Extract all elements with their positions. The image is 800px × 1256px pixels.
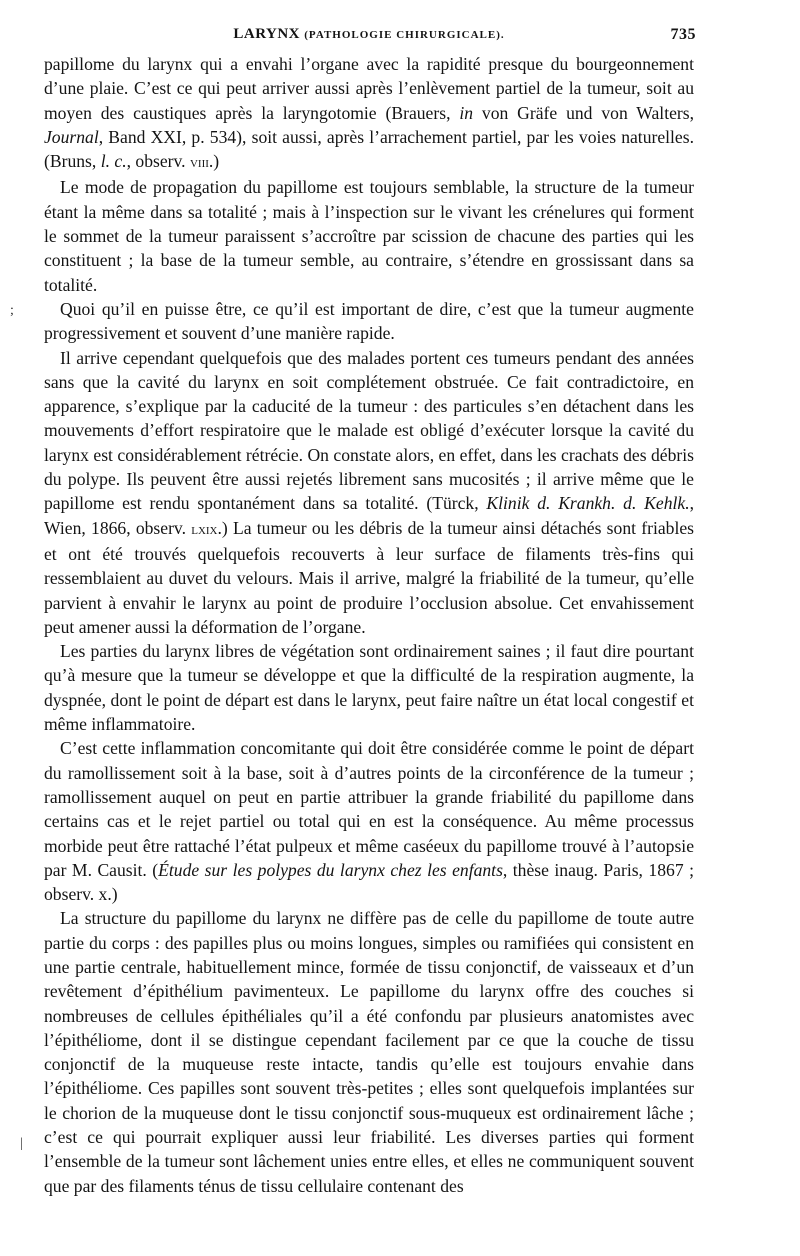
italic-text: Étude sur les polypes du larynx chez les enfants (158, 859, 503, 880)
running-header (44, 22, 694, 52)
italic-text: Journal (44, 126, 99, 147)
page-number: 735 (670, 26, 696, 43)
running-title-sub: (PATHOLOGIE CHIRURGICALE). (304, 29, 505, 41)
running-title (44, 26, 694, 43)
text-run: papillome du larynx qui a envahi l’organe avec la rapidité presque du bourgeonnement d’une plaie. C’est ce qui peut arriver aussi après l’enlèvement partiel de la tumeur, soit au moyen des caustiques après la laryngotomie (Brauers, (44, 54, 694, 123)
paragraph (44, 297, 694, 346)
text-run: Il arrive cependant quelquefois que des malades portent ces tumeurs pendant des années sans que la cavité du larynx en soit complétement obstruée. Ce fait contradictoire, en apparence, s’explique par la caducité de la tumeur : des particules s’en détachent dans les mouvements d’effort respiratoire que le malade est obligé d’exécuter lorsque la cavité du larynx est considérablement rétrécie. On constate alors, en effet, dans les crachats des débris du polype. Ils peuvent être aussi rejetés librement sans mucosités ; il arrive même que le papillome est rendu spontanément dans sa totalité. (Türck, (44, 347, 694, 514)
paragraph (44, 639, 694, 736)
roman-numeral: viii (189, 155, 209, 172)
text-run: .) (208, 151, 220, 172)
text-run: von Gräfe und von Walters, (473, 102, 694, 123)
book-page (44, 22, 694, 1198)
text-run: , observ. (126, 151, 190, 172)
text-run: Le mode de propagation du papillome est toujours semblable, la structure de la tumeur étant la même dans sa totalité ; mais à l’inspection sur le vivant les crénelures qui forment le sommet de la tumeur paraissent s’accroître par scission de chacune des parties qui les constituent ; la base de la tumeur semble, au contraire, s’étendre en grossissant dans sa totalité. (44, 177, 694, 295)
italic-text: in (459, 102, 474, 123)
italic-text: Klinik d. Krankh. d. Kehlk. (486, 493, 690, 514)
text-run: C’est cette inflammation concomitante qui doit être considérée comme le point de départ du ramollissement soit à la base, soit à d’autres points de la circonférence de la tumeur ; ramollissement auquel on peut en partie attribuer la grande friabilité du papillome dans certains cas et le rejet partiel ou total qui en est la conséquence. Au même processus morbide peut être rattaché l’état pulpeux et même caséeux du papillome trouvé à l’autopsie par M. Causit. ( (44, 738, 694, 880)
paragraph (44, 906, 694, 1198)
margin-mark: ; (10, 303, 14, 318)
text-run: Les parties du larynx libres de végétation sont ordinairement saines ; il faut dire pourtant qu’à mesure que la tumeur se développe et que la difficulté de la respiration augmente, la dyspnée, dont le point de départ est dans le larynx, peut faire naître un état local congestif et même inflammatoire. (44, 641, 694, 735)
roman-numeral: lxix (191, 521, 218, 538)
paragraph (44, 175, 694, 296)
text-run: .) La tumeur ou les débris de la tumeur ainsi détachés sont friables et ont été trouvés quelquefois recouverts à leur surface de filaments très-fins qui ressemblaient au duvet du velours. Mais il arrive, malgré la friabilité de la tumeur, qu’elle parvient à envahir le larynx au point de produire l’occlusion absolue. Cet envahissement peut amener aussi la déformation de l’organe. (44, 517, 694, 637)
text-run: , thèse inaug. Paris, 1867 ; observ. x.) (44, 859, 694, 905)
running-title-main: LARYNX (233, 26, 300, 42)
paragraph (44, 736, 694, 906)
margin-mark: | (20, 1136, 23, 1151)
text-run: , Wien, 1866, observ. (44, 493, 694, 538)
paragraph (44, 346, 694, 640)
body-text (44, 52, 694, 1198)
text-run: Quoi qu’il en puisse être, ce qu’il est important de dire, c’est que la tumeur augmente progressivement et souvent d’une manière rapide. (44, 298, 694, 344)
paragraph (44, 52, 694, 175)
text-run: La structure du papillome du larynx ne diffère pas de celle du papillome de toute autre partie du corps : des papilles plus ou moins longues, simples ou ramifiées qui consistent en une partie centrale, habituellement mince, formée de tissu conjonctif, de vaisseaux et d’un revêtement d’épithélium pavimenteux. Le papillome du larynx offre des couches si nombreuses de cellules épithéliales qu’il a été confondu par plusieurs anatomistes avec l’épithéliome, dont il se distingue cependant facilement par ce que la couche de tissu conjonctif de la muqueuse reste intacte, tandis qu’elle est toujours envahie dans l’épithéliome. Ces papilles sont souvent très-petites ; elles sont quelquefois implantées sur le chorion de la muqueuse dont le tissu conjonctif sous-muqueux est ordinairement lâche ; c’est ce qui pourrait expliquer aussi leur friabilité. Les diverses parties qui forment l’ensemble de la tumeur sont lâchement unies entre elles, et elles ne communiquent souvent que par des filaments ténus de tissu cellulaire contenant des (44, 908, 694, 1196)
text-run: , Band XXI, p. 534), soit aussi, après l’arrachement partiel, par les voies naturelles. (Bruns, (44, 126, 694, 172)
italic-text: l. c. (100, 151, 127, 172)
